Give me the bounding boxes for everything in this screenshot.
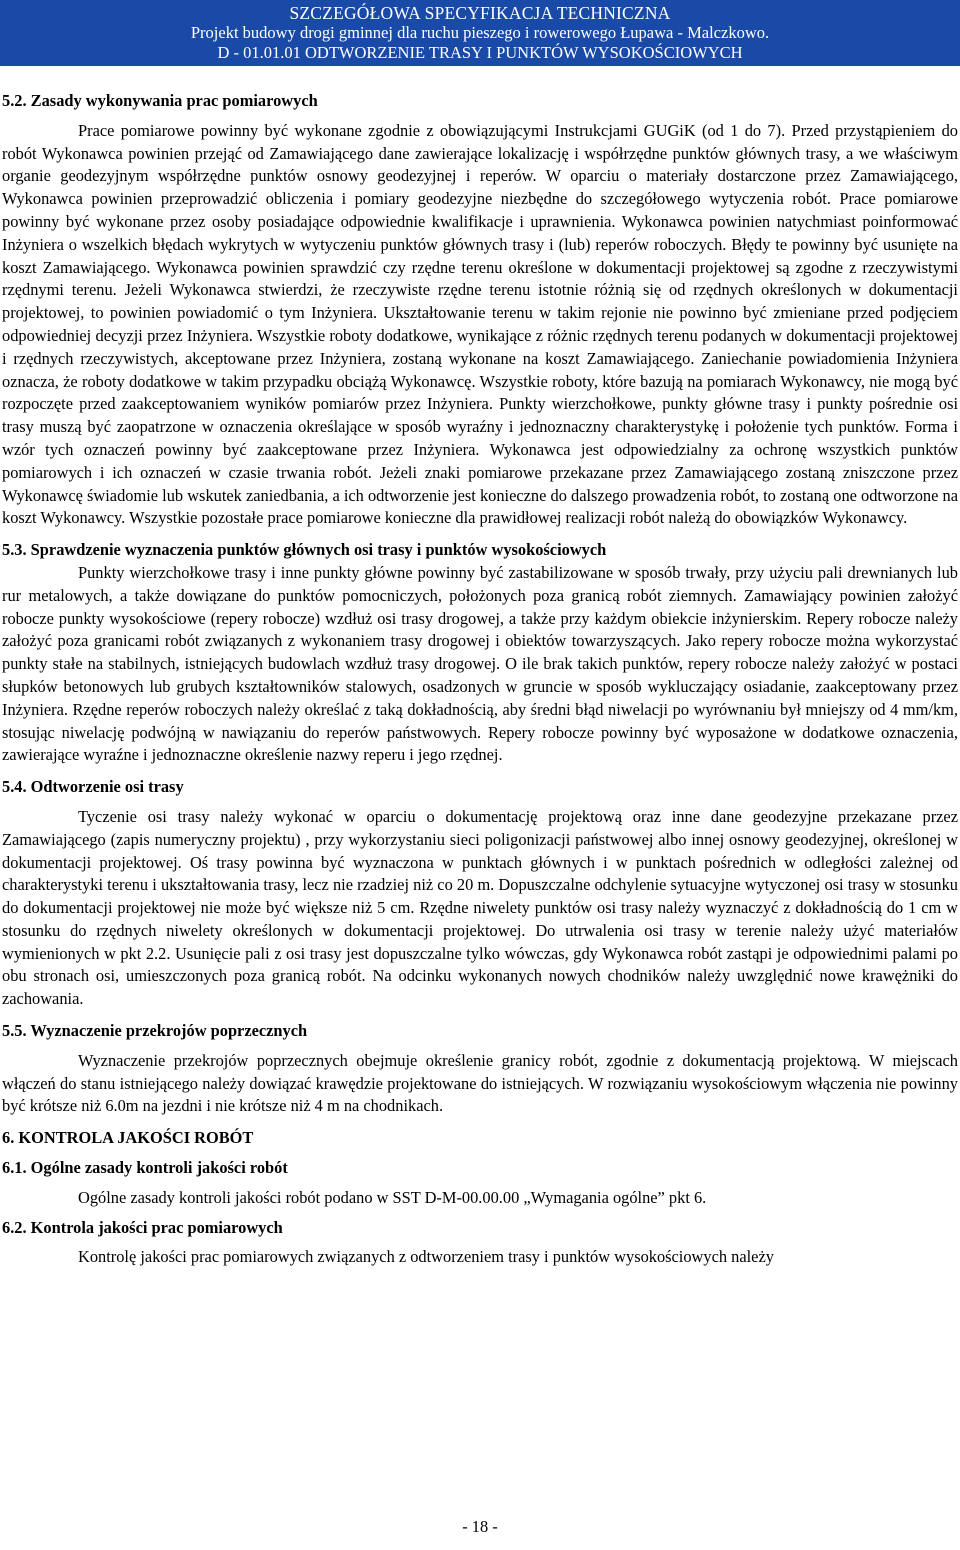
section-heading-5-3: 5.3. Sprawdzenie wyznaczenia punktów głównych osi trasy i punktów wysokościowych — [2, 540, 607, 560]
section-text-5-5: Wyznaczenie przekrojów poprzecznych obejmuje określenie granicy robót, zgodnie z dokumentacją projektową. W miejscach włączeń do stanu istniejącego należy dowiązać krawędzie projektowane do istniejących. W rozwiązaniu wysokościowym włączenia nie powinny być krótsze niż 6.0m na jezdni i nie krótsze niż 4 m na chodnikach. — [2, 1050, 958, 1116]
document-header — [0, 0, 960, 66]
section-text-6-2: Kontrolę jakości prac pomiarowych związanych z odtworzeniem trasy i punktów wysokościowych należy — [78, 1247, 774, 1267]
section-heading-6-2: 6.2. Kontrola jakości prac pomiarowych — [2, 1217, 283, 1237]
section-heading-5-2: 5.2. Zasady wykonywania prac pomiarowych — [2, 91, 318, 110]
page-number: - 18 - — [462, 1517, 498, 1536]
section-heading-6-1: 6.1. Ogólne zasady kontroli jakości robót — [2, 1158, 288, 1178]
section-heading-5-4: 5.4. Odtworzenie osi trasy — [2, 777, 184, 797]
header-project: Projekt budowy drogi gminnej dla ruchu pieszego i rowerowego Łupawa - Malczkowo. — [190, 23, 770, 42]
header-title: SZCZEGÓŁOWA SPECYFIKACJA TECHNICZNA — [289, 3, 671, 23]
section-text-5-3: Punkty wierzchołkowe trasy i inne punkty główne powinny być zastabilizowane w sposób trwały, przy użyciu pali drewnianych lub rur metalowych, a także dowiązane do punktów pomocniczych, położonych poza granicą robót ziemnych. Zamawiający powinien założyć robocze punkty wysokościowe (repery robocze) wzdłuż osi trasy drogowej, a także przy każdym obiekcie inżynierskim. Repery robocze należy założyć poza granicami robót związanych z wykonaniem trasy drogowej i obiektów towarzyszących. Jako repery robocze można wykorzystać punkty stałe na stabilnych, istniejących budowlach wzdłuż trasy drogowej. O ile brak takich punktów, repery robocze należy założyć w postaci słupków betonowych lub grubych kształtowników stalowych, osadzonych w gruncie w sposób wykluczający osiadanie, zaakceptowany przez Inżyniera. Rzędne reperów roboczych należy określać z taką dokładnością, aby średni błąd niwelacji po wyrównaniu był mniejszy od 4 mm/km, stosując niwelację podwójną w nawiązaniu do reperów państwowych. Repery robocze powinny być wyposażone w dodatkowe oznaczenia, zawierające wyraźne i jednoznaczne określenie nazwy reperu i jego rzędnej. — [2, 562, 958, 765]
chapter-heading-6: 6. KONTROLA JAKOŚCI ROBÓT — [2, 1128, 254, 1148]
header-section: D - 01.01.01 ODTWORZENIE TRASY I PUNKTÓW WYSOKOŚCIOWYCH — [217, 43, 743, 62]
section-heading-5-5: 5.5. Wyznaczenie przekrojów poprzecznych — [2, 1021, 308, 1041]
section-text-5-4: Tyczenie osi trasy należy wykonać w oparciu o dokumentację projektową oraz inne dane geodezyjne przekazane przez Zamawiającego (zapis numeryczny projektu) , przy wykorzystaniu sieci poligonizacji państwowej albo innej osnowy geodezyjnej, określonej w dokumentacji projektowej. Oś trasy powinna być wyznaczona w punktach głównych i w punktach pośrednich w odległości zależnej od charakterystyki terenu i ukształtowania trasy, lecz nie rzadziej niż co 20 m. Dopuszczalne odchylenie sytuacyjne wytyczonej osi trasy w stosunku do dokumentacji projektowej nie może być większe niż 5 cm. Rzędne niwelety punktów osi trasy należy wyznaczyć z dokładnością do 1 cm w stosunku do rzędnych niwelety określonych w dokumentacji projektowej. Do utrwalenia osi trasy w terenie należy użyć materiałów wymienionych w pkt 2.2. Usunięcie pali z osi trasy jest dopuszczalne tylko wówczas, gdy Wykonawca robót zastąpi je odpowiednimi palami po obu stronach osi, umieszczonych poza granicą robót. Na odcinku wykonanych nowych chodników należy uwzględnić nowe krawężniki do zachowania. — [2, 806, 958, 1009]
section-text-6-1: Ogólne zasady kontroli jakości robót podano w SST D-M-00.00.00 „Wymagania ogólne” pkt 6. — [78, 1187, 707, 1207]
section-text-5-2: Prace pomiarowe powinny być wykonane zgodnie z obowiązującymi Instrukcjami GUGiK (od 1 do 7). Przed przystąpieniem do robót Wykonawca powinien przejąć od Zamawiającego dane zawierające lokalizację i współrzędne punktów głównych trasy, a we właściwym organie geodezyjnym współrzędne punktów osnowy geodezyjnej i reperów. W oparciu o materiały dostarczone przez Zamawiającego, Wykonawca powinien przeprowadzić obliczenia i pomiary geodezyjne niezbędne do szczegółowego wytyczenia robót. Prace pomiarowe powinny być wykonane przez osoby posiadające odpowiednie kwalifikacje i uprawnienia. Wykonawca powinien natychmiast poinformować Inżyniera o wszelkich błędach wykrytych w wytyczeniu punktów głównych trasy i (lub) reperów roboczych. Błędy te powinny być usunięte na koszt Zamawiającego. Wykonawca powinien sprawdzić czy rzędne terenu określone w dokumentacji projektowej są zgodne z rzeczywistymi rzędnymi terenu. Jeżeli Wykonawca stwierdzi, że rzeczywiste rzędne terenu istotnie różnią się od rzędnych określonych w dokumentacji projektowej, to powinien powiadomić o tym Inżyniera. Ukształtowanie terenu w takim rejonie nie powinno być zmieniane przed podjęciem odpowiedniej decyzji przez Inżyniera. Wszystkie roboty dodatkowe, wynikające z różnic rzędnych terenu podanych w dokumentacji projektowej i rzędnych rzeczywistych, akceptowane przez Inżyniera, zostaną wykonane na koszt Zamawiającego. Zaniechanie powiadomienia Inżyniera oznacza, że roboty dodatkowe w takim przypadku obciążą Wykonawcę. Wszystkie roboty, które bazują na pomiarach Wykonawcy, nie mogą być rozpoczęte przed zaakceptowaniem wyników pomiarów przez Inżyniera. Punkty wierzchołkowe, punkty główne trasy i punkty pośrednie osi trasy muszą być zaopatrzone w oznaczenia określające w sposób wyraźny i jednoznaczny charakterystykę i położenie tych punktów. Forma i wzór tych oznaczeń powinny być zaakceptowane przez Inżyniera. Wykonawca jest odpowiedzialny za ochronę wszystkich punktów pomiarowych i ich oznaczeń w czasie trwania robót. Jeżeli znaki pomiarowe przekazane przez Zamawiającego zostaną zniszczone przez Wykonawcę świadomie lub wskutek zaniedbania, a ich odtworzenie jest konieczne do dalszego prowadzenia robót, to zostaną one odtworzone na koszt Wykonawcy. Wszystkie pozostałe prace pomiarowe konieczne dla prawidłowej realizacji robót należą do obowiązków Wykonawcy. — [2, 120, 958, 528]
document-body — [2, 90, 958, 1269]
